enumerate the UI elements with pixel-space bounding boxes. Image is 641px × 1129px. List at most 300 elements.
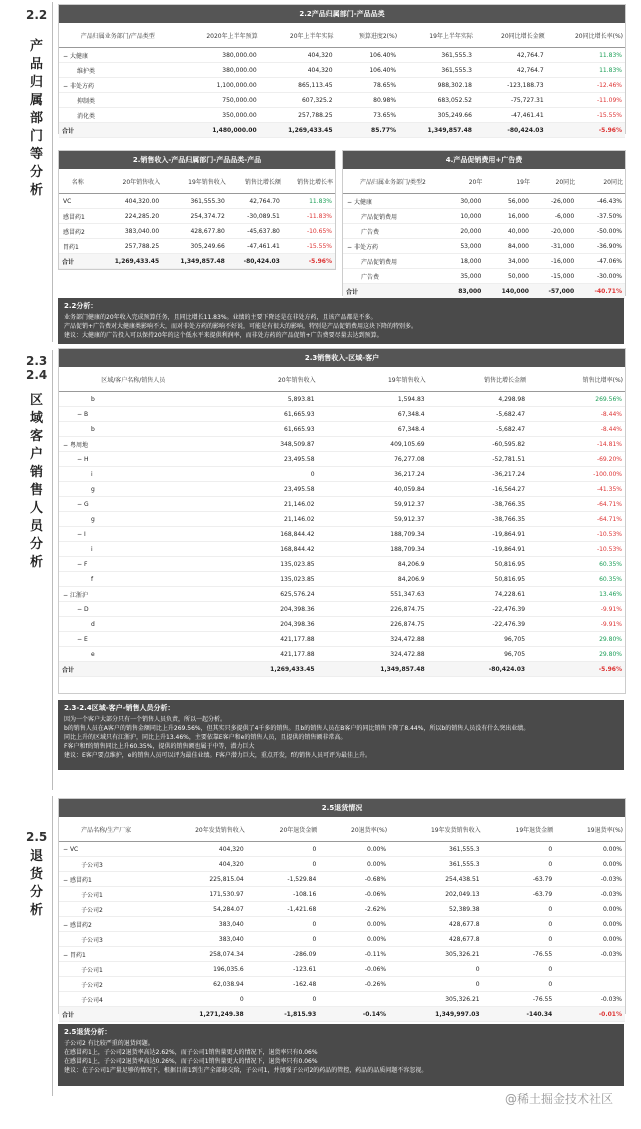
- collapse-icon[interactable]: −: [77, 455, 84, 463]
- cell-text: 73.65%: [373, 111, 397, 119]
- cell-text: 404,320: [218, 860, 244, 868]
- title-char: 退: [30, 849, 44, 864]
- cell-text: 广告费: [361, 273, 380, 281]
- column-header[interactable]: 20同比增长率(%): [547, 23, 625, 48]
- column-header[interactable]: 20退货率(%): [319, 817, 389, 842]
- collapse-icon[interactable]: −: [347, 198, 354, 206]
- table-cell: [318, 542, 428, 557]
- table-row: [59, 452, 625, 467]
- cell-text: -76.55: [532, 995, 553, 1003]
- table-cell: [428, 452, 528, 467]
- collapse-icon[interactable]: −: [77, 605, 84, 613]
- cell-text: 226,874.75: [390, 620, 425, 628]
- table-row: [59, 572, 625, 587]
- table-cell: [528, 407, 625, 422]
- column-header[interactable]: 区域/客户名称/销售人员: [59, 367, 208, 392]
- table-cell: [153, 917, 247, 932]
- table-cell: [555, 992, 625, 1007]
- table-header: 2.3销售收入-区域-客户: [59, 349, 625, 367]
- table-cell: [283, 194, 335, 209]
- cell-text: e: [91, 650, 95, 658]
- cell-text: 0.00%: [602, 905, 622, 913]
- table-cell: [59, 557, 208, 572]
- cell-text: 683,052.52: [437, 96, 472, 104]
- cell-text: i: [91, 470, 93, 478]
- cell-text: F: [83, 560, 88, 568]
- total-cell: 83,000: [443, 284, 485, 299]
- cell-text: 50,000: [507, 272, 529, 280]
- table-row: [59, 437, 625, 452]
- cell-text: 258,074.34: [209, 950, 244, 958]
- collapse-icon[interactable]: −: [63, 951, 70, 959]
- table-cell: [389, 977, 483, 992]
- table-cell: [208, 527, 318, 542]
- cell-text: 消化类: [77, 112, 96, 120]
- table-row: [59, 239, 335, 254]
- table-cell: [532, 269, 577, 284]
- cell-text: -15.55%: [596, 111, 622, 119]
- cell-text: 61,665.93: [284, 410, 315, 418]
- cell-text: 84,206.9: [397, 575, 425, 583]
- table-cell: [389, 857, 483, 872]
- cell-text: b: [91, 395, 95, 403]
- cell-text: 988,302.18: [437, 81, 472, 89]
- table-cell: [528, 482, 625, 497]
- cell-text: 35,000: [460, 272, 482, 280]
- dept-category-table-panel: [58, 4, 626, 134]
- cell-text: -0.06%: [364, 965, 387, 973]
- cell-text: -19,864.91: [492, 530, 526, 538]
- total-cell: -80,424.03: [475, 123, 547, 138]
- returns-table-panel: [58, 798, 626, 1019]
- column-header[interactable]: 20年销售收入: [208, 367, 318, 392]
- table-cell: [247, 977, 320, 992]
- column-header[interactable]: 产品名称/生产厂家: [59, 817, 153, 842]
- cell-text: -52,781.51: [492, 455, 526, 463]
- table-cell: [389, 932, 483, 947]
- table-row: [343, 239, 625, 254]
- title-char: 分: [30, 885, 44, 900]
- table-cell: [483, 842, 556, 857]
- table-row: [59, 857, 625, 872]
- cell-text: -10.53%: [596, 545, 622, 553]
- table-cell: [247, 932, 320, 947]
- table-cell: [389, 992, 483, 1007]
- cell-text: 59,912.37: [394, 515, 425, 523]
- cell-text: -30,089.51: [247, 212, 280, 220]
- cell-text: 10,000: [460, 212, 482, 220]
- analysis-text: [64, 1039, 618, 1075]
- table-cell: [59, 452, 208, 467]
- total-cell: -57,000: [532, 284, 577, 299]
- column-header[interactable]: 20年销售收入: [97, 169, 163, 194]
- column-header[interactable]: 19年: [484, 169, 532, 194]
- collapse-icon[interactable]: −: [63, 441, 70, 449]
- column-header[interactable]: 销售比增长金额: [428, 367, 528, 392]
- table-cell: [483, 857, 556, 872]
- cell-text: 42,764.7: [516, 51, 544, 59]
- table-row: [59, 108, 625, 123]
- table-cell: [97, 194, 163, 209]
- cell-text: -75,727.31: [510, 96, 544, 104]
- cell-text: 产品促销费用: [361, 258, 398, 266]
- cell-text: 42,764.7: [516, 66, 544, 74]
- table-cell: [428, 542, 528, 557]
- cell-text: 52,389.38: [449, 905, 480, 913]
- collapse-icon[interactable]: −: [63, 845, 70, 853]
- table-cell: [389, 962, 483, 977]
- table-cell: [528, 542, 625, 557]
- cell-text: 0: [548, 845, 553, 853]
- cell-text: -76.55: [532, 950, 553, 958]
- cell-text: -0.03%: [600, 875, 622, 883]
- total-cell: -80,424.03: [428, 662, 528, 677]
- table-header: 2.销售收入-产品归属部门-产品品类-产品: [59, 151, 335, 169]
- cell-text: -1,529.84: [287, 875, 317, 883]
- column-header[interactable]: 20年: [443, 169, 485, 194]
- cell-text: 胃药1: [63, 243, 79, 251]
- total-cell: -5.96%: [528, 662, 625, 677]
- cell-text: 子公司1: [81, 891, 103, 899]
- collapse-icon[interactable]: −: [77, 560, 84, 568]
- table-row: [59, 194, 335, 209]
- table-cell: [399, 48, 475, 63]
- title-char: 分: [30, 537, 44, 552]
- cell-text: -6,000: [554, 212, 575, 220]
- table-cell: [260, 48, 336, 63]
- table-cell: [399, 108, 475, 123]
- table-cell: [483, 947, 556, 962]
- table-cell: [162, 224, 228, 239]
- column-header[interactable]: 20年退货金额: [247, 817, 320, 842]
- cell-text: 168,844.42: [280, 530, 315, 538]
- cell-text: 188,709.34: [390, 530, 425, 538]
- table-row: [59, 467, 625, 482]
- table-cell: [428, 572, 528, 587]
- column-header[interactable]: 19退货率(%): [555, 817, 625, 842]
- table-cell: [528, 512, 625, 527]
- collapse-icon[interactable]: −: [63, 921, 70, 929]
- table-cell: [59, 93, 176, 108]
- table-cell: [319, 902, 389, 917]
- cell-text: 96,705: [504, 650, 526, 658]
- total-cell: -140.34: [483, 1007, 556, 1022]
- table-cell: [475, 78, 547, 93]
- cell-text: 96,705: [504, 635, 526, 643]
- cell-text: 204,398.36: [280, 620, 315, 628]
- total-cell: 85.77%: [336, 123, 400, 138]
- cell-text: 1,100,000.00: [216, 81, 257, 89]
- cell-text: 350,000.00: [222, 111, 257, 119]
- collapse-icon[interactable]: −: [77, 530, 84, 538]
- table-row: [59, 78, 625, 93]
- table-row: [59, 557, 625, 572]
- cell-text: 4,298.98: [498, 395, 526, 403]
- cell-text: 76,277.08: [394, 455, 425, 463]
- title-char: 区: [30, 393, 44, 408]
- table-row: [59, 902, 625, 917]
- total-row: [59, 254, 335, 269]
- cell-text: 广告费: [361, 228, 380, 236]
- table-cell: [208, 497, 318, 512]
- title-char: 归: [30, 75, 44, 90]
- column-header[interactable]: 19年上半年实际: [399, 23, 475, 48]
- cell-text: -15.55%: [306, 242, 332, 250]
- table-cell: [59, 977, 153, 992]
- analysis-line: b的销售人员在A客户的销售金额同比上升269.56%，但其实只多提供了4千多的销售。且b的销售人员在B客户的同比销售下降了8.44%，所以b的销售人员没有什么突出业绩。: [64, 725, 530, 732]
- table-cell: [59, 497, 208, 512]
- cell-text: 67,348.4: [397, 410, 425, 418]
- table-cell: [343, 269, 443, 284]
- collapse-icon[interactable]: −: [77, 500, 84, 508]
- total-cell: 1,271,249.38: [153, 1007, 247, 1022]
- table-cell: [528, 527, 625, 542]
- cell-text: i: [91, 545, 93, 553]
- table-cell: [484, 239, 532, 254]
- cell-text: 383,040: [218, 920, 244, 928]
- table-cell: [528, 467, 625, 482]
- collapse-icon[interactable]: −: [63, 52, 70, 60]
- column-header[interactable]: 销售比增率(%): [528, 367, 625, 392]
- total-cell: 1,349,857.48: [318, 662, 428, 677]
- table-cell: [318, 572, 428, 587]
- cell-text: 11.83%: [599, 66, 622, 74]
- section-number-2-2: 2.2: [26, 8, 48, 22]
- cell-text: -0.03%: [600, 890, 622, 898]
- cell-text: -64.71%: [596, 500, 622, 508]
- cell-text: 29.80%: [599, 635, 622, 643]
- analysis-line: 产品促销+广告费对大健康类影响不大，而对非处方药的影响不好说，可能是有很大的影响，特别是产品促销费用这块下降的特别多。: [64, 323, 418, 330]
- table-row: [59, 482, 625, 497]
- table-cell: [428, 587, 528, 602]
- cell-text: -12.46%: [596, 81, 622, 89]
- table-cell: [59, 512, 208, 527]
- cell-text: -123.61: [293, 965, 317, 973]
- column-header[interactable]: 20同比: [532, 169, 577, 194]
- table-cell: [443, 209, 485, 224]
- cell-text: 428,677.8: [449, 920, 480, 928]
- column-header[interactable]: 预算进度2(%): [336, 23, 400, 48]
- section-number-2-5: 2.5: [26, 830, 48, 844]
- column-header[interactable]: 销售比增长率: [283, 169, 335, 194]
- cell-text: 0.00%: [367, 935, 387, 943]
- cell-text: 0: [548, 965, 553, 973]
- table-cell: [59, 947, 153, 962]
- collapse-icon[interactable]: −: [77, 635, 84, 643]
- cell-text: 36,217.24: [394, 470, 425, 478]
- table-cell: [318, 422, 428, 437]
- column-header[interactable]: 名称: [59, 169, 97, 194]
- cell-text: 404,320.00: [124, 197, 160, 205]
- cell-text: 404,320: [307, 66, 333, 74]
- table-cell: [443, 239, 485, 254]
- table-cell: [547, 108, 625, 123]
- cell-text: 84,000: [507, 242, 529, 250]
- table-cell: [59, 587, 208, 602]
- table-cell: [318, 632, 428, 647]
- collapse-icon[interactable]: −: [77, 410, 84, 418]
- title-char: 员: [30, 519, 44, 534]
- table-cell: [59, 224, 97, 239]
- table-cell: [547, 93, 625, 108]
- table-cell: [318, 512, 428, 527]
- column-header[interactable]: 2020年上半年预算: [176, 23, 259, 48]
- table-cell: [319, 977, 389, 992]
- table-row: [59, 48, 625, 63]
- cell-text: 607,325.2: [301, 96, 333, 104]
- cell-text: -46.43%: [596, 197, 622, 205]
- cell-text: 428,677.80: [190, 227, 225, 235]
- total-row: [59, 1007, 625, 1022]
- cell-text: 34,000: [507, 257, 529, 265]
- cell-text: -26,000: [550, 197, 575, 205]
- table-row: [59, 917, 625, 932]
- cell-text: 40,059.84: [394, 485, 425, 493]
- cell-text: -0.06%: [364, 890, 387, 898]
- collapse-icon[interactable]: −: [347, 243, 354, 251]
- column-header[interactable]: 20同比增长金额: [475, 23, 547, 48]
- cell-text: 404,320: [218, 845, 244, 853]
- table-cell: [319, 932, 389, 947]
- analysis-line: 在感冒药1上，子公司2退货率高达2.62%，而子公司1销售量更大的情况下，退货率只有0.06%: [64, 1049, 318, 1056]
- cell-text: 0.00%: [367, 920, 387, 928]
- table-cell: [577, 254, 625, 269]
- cell-text: 324,472.88: [390, 635, 425, 643]
- column-header[interactable]: 20年发货销售收入: [153, 817, 247, 842]
- table-header: 2.2产品归属部门-产品品类: [59, 5, 625, 23]
- table-cell: [97, 209, 163, 224]
- cell-text: 0.00%: [367, 860, 387, 868]
- cell-text: -64.71%: [596, 515, 622, 523]
- table-cell: [318, 482, 428, 497]
- column-header[interactable]: 20年上半年实际: [260, 23, 336, 48]
- table-cell: [555, 977, 625, 992]
- cell-text: -0.68%: [364, 875, 387, 883]
- table-cell: [247, 992, 320, 1007]
- table-row: [59, 422, 625, 437]
- cell-text: 非处方药: [69, 82, 94, 90]
- analysis-title: 2.2分析：: [64, 302, 98, 310]
- title-char: 货: [30, 867, 44, 882]
- table-cell: [528, 437, 625, 452]
- cell-text: 202,049.13: [445, 890, 480, 898]
- cell-text: 30,000: [460, 197, 482, 205]
- table-cell: [532, 209, 577, 224]
- cell-text: 67,348.4: [397, 425, 425, 433]
- table-row: [343, 209, 625, 224]
- analysis-line: 同比上升的区域只有江浙沪，同比上升13.46%，主要依靠E客户和e的销售人员，且提供的销售额非常高。: [64, 734, 347, 741]
- table-row: [59, 977, 625, 992]
- cell-text: 感冒药1: [63, 213, 85, 221]
- table-cell: [484, 209, 532, 224]
- cell-text: 380,000.00: [222, 66, 257, 74]
- cell-text: -38,766.35: [492, 500, 526, 508]
- cell-text: 子公司3: [81, 861, 103, 869]
- column-header[interactable]: 销售比增长额: [228, 169, 283, 194]
- divider: [52, 796, 53, 1096]
- column-header[interactable]: 20同比: [577, 169, 625, 194]
- column-header[interactable]: 19年退货金额: [483, 817, 556, 842]
- table-cell: [318, 452, 428, 467]
- column-header[interactable]: 19年销售收入: [318, 367, 428, 392]
- table-cell: [208, 587, 318, 602]
- column-header[interactable]: 产品归属业务部门/产品类型: [59, 23, 176, 48]
- total-cell: 140,000: [484, 284, 532, 299]
- table-cell: [97, 239, 163, 254]
- table-row: [59, 947, 625, 962]
- table-cell: [555, 887, 625, 902]
- table-cell: [483, 962, 556, 977]
- table-cell: [528, 557, 625, 572]
- table-cell: [59, 902, 153, 917]
- cell-text: G: [83, 500, 89, 508]
- total-row: [59, 662, 625, 677]
- cell-text: 60.35%: [599, 560, 622, 568]
- cell-text: 188,709.34: [390, 545, 425, 553]
- cell-text: 21,146.02: [284, 515, 315, 523]
- table-cell: [318, 497, 428, 512]
- cell-text: 404,320: [307, 51, 333, 59]
- table-cell: [247, 842, 320, 857]
- table-cell: [59, 617, 208, 632]
- table-cell: [555, 857, 625, 872]
- collapse-icon[interactable]: −: [63, 591, 70, 599]
- table-row: [343, 269, 625, 284]
- collapse-icon[interactable]: −: [63, 82, 70, 90]
- cell-text: I: [83, 530, 86, 538]
- total-cell: 1,269,433.45: [97, 254, 163, 269]
- collapse-icon[interactable]: −: [63, 876, 70, 884]
- cell-text: -0.26%: [364, 980, 387, 988]
- cell-text: 0.00%: [367, 845, 387, 853]
- table-cell: [318, 602, 428, 617]
- column-header[interactable]: 19年销售收入: [162, 169, 228, 194]
- table-cell: [162, 209, 228, 224]
- table-cell: [428, 512, 528, 527]
- analysis-text: [64, 313, 618, 340]
- title-char: 析: [30, 555, 44, 570]
- cell-text: 16,000: [507, 212, 529, 220]
- column-header[interactable]: 产品归属业务部门/类型2: [343, 169, 443, 194]
- table-cell: [228, 194, 283, 209]
- region-customer-table-panel: [58, 348, 626, 694]
- cell-text: VC: [63, 197, 72, 205]
- table-cell: [319, 992, 389, 1007]
- cell-text: -123,188.73: [507, 81, 544, 89]
- table-cell: [528, 647, 625, 662]
- table-cell: [399, 63, 475, 78]
- table-cell: [318, 527, 428, 542]
- column-header[interactable]: 19年发货销售收入: [389, 817, 483, 842]
- cell-text: -11.83%: [306, 212, 332, 220]
- cell-text: 0: [548, 860, 553, 868]
- table-cell: [247, 887, 320, 902]
- cell-text: 5,893.81: [287, 395, 315, 403]
- table-cell: [483, 902, 556, 917]
- table-cell: [428, 527, 528, 542]
- cell-text: -9.91%: [600, 620, 622, 628]
- cell-text: 18,000: [460, 257, 482, 265]
- table-cell: [399, 78, 475, 93]
- cell-text: 0: [548, 935, 553, 943]
- table-cell: [247, 962, 320, 977]
- table-cell: [59, 239, 97, 254]
- table-cell: [59, 917, 153, 932]
- cell-text: 226,874.75: [390, 605, 425, 613]
- table-cell: [428, 617, 528, 632]
- cell-text: 维护类: [77, 67, 96, 75]
- table-cell: [555, 947, 625, 962]
